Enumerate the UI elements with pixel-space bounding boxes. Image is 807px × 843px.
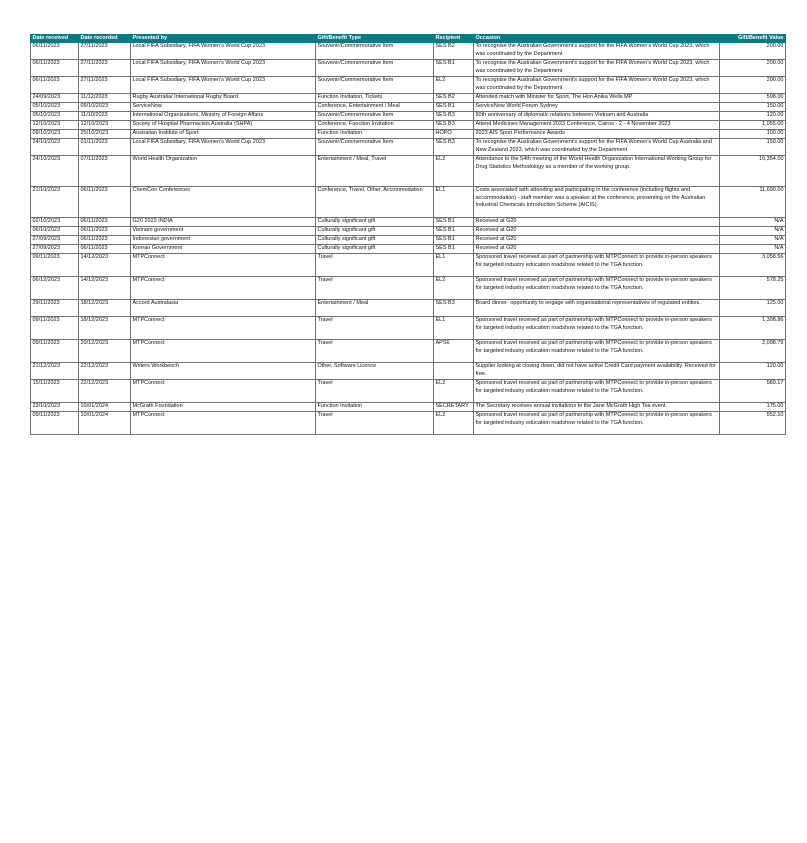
occasion-cell: To recognise the Australian Government's support for the FIFA Women's World Cup Australia and New Zealand 2023, which was coordinated by the Department bbox=[474, 139, 720, 156]
occasion-cell: To recognise the Australian Government's support for the FIFA Women's World Cup 2023, which was coordinated by the Department bbox=[474, 77, 720, 94]
recipient-cell: SES B1 bbox=[434, 60, 474, 77]
date-recorded-cell: 07/11/2023 bbox=[79, 156, 131, 187]
date-recorded-cell: 14/12/2023 bbox=[79, 254, 131, 277]
date-received-cell: 12/10/2023 bbox=[31, 121, 79, 130]
date-recorded-cell: 20/12/2023 bbox=[79, 340, 131, 363]
date-recorded-cell: 12/10/2023 bbox=[79, 121, 131, 130]
value-cell: 3,058.56 bbox=[720, 254, 786, 277]
date-recorded-cell: 11/12/2023 bbox=[79, 94, 131, 103]
type-cell: Function Invitation, Tickets bbox=[316, 94, 434, 103]
date-received-cell: 06/11/2023 bbox=[31, 77, 79, 94]
presented-by-cell: MTPConnect bbox=[131, 380, 316, 403]
occasion-cell: 50th anniversary of diplomatic relations between Vietnam and Australia bbox=[474, 112, 720, 121]
presented-by-cell: Writers Workbench bbox=[131, 363, 316, 380]
table-row bbox=[31, 130, 786, 139]
occasion-cell: Received at G20 bbox=[474, 245, 720, 254]
presented-by-cell: MTPConnect bbox=[131, 317, 316, 340]
date-recorded-cell: 11/10/2023 bbox=[79, 112, 131, 121]
table-row bbox=[31, 121, 786, 130]
type-cell: Souvenir/Commemorative Item bbox=[316, 60, 434, 77]
value-cell: 120.00 bbox=[720, 112, 786, 121]
table-row bbox=[31, 277, 786, 300]
date-recorded-cell: 09/10/2023 bbox=[79, 103, 131, 112]
date-received-cell: 06/10/2023 bbox=[31, 227, 79, 236]
date-received-cell: 21/12/2023 bbox=[31, 363, 79, 380]
table-row bbox=[31, 236, 786, 245]
type-cell: Other, Software Licence bbox=[316, 363, 434, 380]
occasion-cell: Sponsored travel received as part of partnership with MTPConnect to provide in-person speakers for targeted industry education roadshow related to the TGA function. bbox=[474, 317, 720, 340]
presented-by-cell: Local FIFA Subsidiary, FIFA Women's World Cup 2023 bbox=[131, 60, 316, 77]
date-recorded-cell: 14/12/2023 bbox=[79, 277, 131, 300]
table-row bbox=[31, 363, 786, 380]
gifts-table bbox=[30, 34, 786, 435]
date-received-cell: 24/09/2023 bbox=[31, 94, 79, 103]
recipient-cell: SES B1 bbox=[434, 245, 474, 254]
recipient-cell: SES B3 bbox=[434, 139, 474, 156]
table-row bbox=[31, 112, 786, 121]
col-header-presented-by: Presented by bbox=[131, 35, 316, 43]
presented-by-cell: MTPConnect bbox=[131, 412, 316, 435]
occasion-cell: Sponsored travel received as part of partnership with MTPConnect to provide in-person speakers for targeted industry education roadshow related to the TGA function. bbox=[474, 412, 720, 435]
recipient-cell: SES B2 bbox=[434, 94, 474, 103]
date-received-cell: 09/11/2023 bbox=[31, 254, 79, 277]
presented-by-cell: Australian Institute of Sport bbox=[131, 130, 316, 139]
date-received-cell: 09/11/2023 bbox=[31, 317, 79, 340]
occasion-cell: ServiceNow World Forum Sydney bbox=[474, 103, 720, 112]
value-cell: 120.00 bbox=[720, 363, 786, 380]
occasion-cell: Sponsored travel received as part of partnership with MTPConnect to provide in-person speakers for targeted industry education roadshow related to the TGA function. bbox=[474, 380, 720, 403]
value-cell: 200.00 bbox=[720, 60, 786, 77]
date-received-cell: 24/10/2023 bbox=[31, 139, 79, 156]
value-cell: 1,308.86 bbox=[720, 317, 786, 340]
date-received-cell: 15/11/2023 bbox=[31, 380, 79, 403]
type-cell: Entertainment / Meal, Travel bbox=[316, 156, 434, 187]
col-header-type: Gift/Benefit Type bbox=[316, 35, 434, 43]
presented-by-cell: Local FIFA Subsidiary, FIFA Women's World Cup 2023 bbox=[131, 77, 316, 94]
value-cell: 11,690.00 bbox=[720, 187, 786, 218]
type-cell: Culturally significant gift bbox=[316, 236, 434, 245]
value-cell: 150.00 bbox=[720, 139, 786, 156]
value-cell: 2,098.79 bbox=[720, 340, 786, 363]
recipient-cell: SES B1 bbox=[434, 103, 474, 112]
col-header-recipient: Recipient bbox=[434, 35, 474, 43]
date-received-cell: 29/11/2023 bbox=[31, 300, 79, 317]
date-received-cell: 21/10/2023 bbox=[31, 187, 79, 218]
date-received-cell: 27/09/2023 bbox=[31, 236, 79, 245]
table-row bbox=[31, 254, 786, 277]
type-cell: Travel bbox=[316, 317, 434, 340]
header-row bbox=[31, 35, 786, 43]
date-recorded-cell: 06/11/2023 bbox=[79, 236, 131, 245]
date-received-cell: 06/11/2023 bbox=[31, 43, 79, 60]
table-row bbox=[31, 380, 786, 403]
date-received-cell: 02/10/2023 bbox=[31, 218, 79, 227]
type-cell: Travel bbox=[316, 340, 434, 363]
value-cell: 150.00 bbox=[720, 103, 786, 112]
occasion-cell: Sponsored travel received as part of partnership with MTPConnect to provide in-person speakers for targeted industry education roadshow related to the TGA function. bbox=[474, 340, 720, 363]
date-recorded-cell: 25/10/2023 bbox=[79, 130, 131, 139]
date-received-cell: 06/11/2023 bbox=[31, 60, 79, 77]
date-received-cell: 23/10/2023 bbox=[31, 403, 79, 412]
value-cell: N/A bbox=[720, 236, 786, 245]
type-cell: Conference, Travel, Other, Accommodation bbox=[316, 187, 434, 218]
date-recorded-cell: 18/12/2023 bbox=[79, 317, 131, 340]
value-cell: N/A bbox=[720, 245, 786, 254]
table-row bbox=[31, 412, 786, 435]
type-cell: Culturally significant gift bbox=[316, 218, 434, 227]
occasion-cell: The Secretary receives annual invitations to the Jane McGrath High Tea event. bbox=[474, 403, 720, 412]
col-header-date-received: Date received bbox=[31, 35, 79, 43]
presented-by-cell: G20 2023 INDIA bbox=[131, 218, 316, 227]
value-cell: 1,055.00 bbox=[720, 121, 786, 130]
value-cell: 200.00 bbox=[720, 77, 786, 94]
recipient-cell: SECRETARY bbox=[434, 403, 474, 412]
value-cell: 552.10 bbox=[720, 412, 786, 435]
col-header-date-recorded: Date recorded bbox=[79, 35, 131, 43]
occasion-cell: Board dinner- opportunity to engage with organisational representatives of regulated entities. bbox=[474, 300, 720, 317]
col-header-value: Gift/Benefit Value bbox=[720, 35, 786, 43]
presented-by-cell: ChemCon Conferences bbox=[131, 187, 316, 218]
type-cell: Culturally significant gift bbox=[316, 245, 434, 254]
recipient-cell: EL2 bbox=[434, 412, 474, 435]
occasion-cell: Attended match with Minister for Sport, The Hon Anika Wells MP bbox=[474, 94, 720, 103]
recipient-cell: SES B3 bbox=[434, 300, 474, 317]
occasion-cell: Received at G20 bbox=[474, 227, 720, 236]
type-cell: Travel bbox=[316, 380, 434, 403]
table-row bbox=[31, 94, 786, 103]
type-cell: Souvenir/Commemorative Item bbox=[316, 139, 434, 156]
table-row bbox=[31, 340, 786, 363]
presented-by-cell: ServiceNow bbox=[131, 103, 316, 112]
occasion-cell: Received at G20 bbox=[474, 218, 720, 227]
recipient-cell: SES B1 bbox=[434, 218, 474, 227]
table-row bbox=[31, 156, 786, 187]
occasion-cell: Attendance to the 54th meeting of the World Health Organization International Working Group for Drug Statistics Methodology as a member of the working group. bbox=[474, 156, 720, 187]
recipient-cell: SES B3 bbox=[434, 112, 474, 121]
table-row bbox=[31, 103, 786, 112]
date-recorded-cell: 27/11/2023 bbox=[79, 77, 131, 94]
type-cell: Entertainment / Meal bbox=[316, 300, 434, 317]
presented-by-cell: McGrath Foundation bbox=[131, 403, 316, 412]
value-cell: N/A bbox=[720, 227, 786, 236]
date-recorded-cell: 18/12/2023 bbox=[79, 300, 131, 317]
date-recorded-cell: 06/11/2023 bbox=[79, 187, 131, 218]
type-cell: Conference, Entertainment / Meal bbox=[316, 103, 434, 112]
gifts-benefits-register bbox=[30, 34, 785, 435]
table-row bbox=[31, 187, 786, 218]
presented-by-cell: Accord Australasia bbox=[131, 300, 316, 317]
presented-by-cell: MTPConnect bbox=[131, 277, 316, 300]
date-received-cell: 24/10/2023 bbox=[31, 156, 79, 187]
occasion-cell: Attend Medicines Management 2023 Conference, Cairns - 2 - 4 November 2023 bbox=[474, 121, 720, 130]
value-cell: 589.17 bbox=[720, 380, 786, 403]
recipient-cell: EL2 bbox=[434, 380, 474, 403]
table-row bbox=[31, 60, 786, 77]
table-row bbox=[31, 403, 786, 412]
presented-by-cell: Korean Government bbox=[131, 245, 316, 254]
presented-by-cell: MTPConnect bbox=[131, 340, 316, 363]
type-cell: Culturally significant gift bbox=[316, 227, 434, 236]
recipient-cell: HOPO bbox=[434, 130, 474, 139]
presented-by-cell: MTPConnect bbox=[131, 254, 316, 277]
occasion-cell: Costs associated with attending and participating in the conference (including flights and accommodation) - staff member was a speaker at the conference, presenting on the Australian Industrial Chemicals Introduction Scheme (AICIS). bbox=[474, 187, 720, 218]
date-received-cell: 06/12/2023 bbox=[31, 277, 79, 300]
table-row bbox=[31, 77, 786, 94]
type-cell: Conference, Function Invitation bbox=[316, 121, 434, 130]
date-received-cell: 05/10/2023 bbox=[31, 112, 79, 121]
date-received-cell: 05/10/2023 bbox=[31, 103, 79, 112]
recipient-cell: SES B2 bbox=[434, 43, 474, 60]
recipient-cell: EL1 bbox=[434, 254, 474, 277]
presented-by-cell: World Health Organization bbox=[131, 156, 316, 187]
value-cell: 175.00 bbox=[720, 403, 786, 412]
date-recorded-cell: 27/11/2023 bbox=[79, 60, 131, 77]
recipient-cell: SES B3 bbox=[434, 121, 474, 130]
table-row bbox=[31, 317, 786, 340]
presented-by-cell: Indonesian government bbox=[131, 236, 316, 245]
recipient-cell: EL1 bbox=[434, 317, 474, 340]
date-recorded-cell: 22/12/2023 bbox=[79, 363, 131, 380]
presented-by-cell: Vietnam government bbox=[131, 227, 316, 236]
date-recorded-cell: 27/11/2023 bbox=[79, 43, 131, 60]
type-cell: Function Invitation bbox=[316, 130, 434, 139]
occasion-cell: Sponsored travel received as part of partnership with MTPConnect to provide in-person speakers for targeted industry education roadshow related to the TGA function. bbox=[474, 254, 720, 277]
type-cell: Travel bbox=[316, 254, 434, 277]
presented-by-cell: Society of Hospital Pharmacists Australia (SHPA) bbox=[131, 121, 316, 130]
recipient-cell: SES B1 bbox=[434, 236, 474, 245]
col-header-occasion: Occasion bbox=[474, 35, 720, 43]
type-cell: Souvenir/Commemorative Item bbox=[316, 43, 434, 60]
presented-by-cell: Rugby Australia/ International Rugby Board bbox=[131, 94, 316, 103]
type-cell: Souvenir/Commemorative Item bbox=[316, 112, 434, 121]
occasion-cell: To recognise the Australian Government's support for the FIFA Women's World Cup 2023, which was coordinated by the Department bbox=[474, 60, 720, 77]
type-cell: Function Invitation bbox=[316, 403, 434, 412]
date-recorded-cell: 06/11/2023 bbox=[79, 218, 131, 227]
value-cell: 578.25 bbox=[720, 277, 786, 300]
date-recorded-cell: 06/11/2023 bbox=[79, 227, 131, 236]
value-cell: 16,354.00 bbox=[720, 156, 786, 187]
date-received-cell: 09/11/2023 bbox=[31, 340, 79, 363]
recipient-cell: EL2 bbox=[434, 77, 474, 94]
table-body bbox=[31, 43, 786, 435]
recipient-cell: SES B1 bbox=[434, 227, 474, 236]
table-row bbox=[31, 139, 786, 156]
date-received-cell: 27/09/2023 bbox=[31, 245, 79, 254]
recipient-cell: APS6 bbox=[434, 340, 474, 363]
date-recorded-cell: 10/01/2024 bbox=[79, 403, 131, 412]
date-recorded-cell: 01/11/2023 bbox=[79, 139, 131, 156]
table-row bbox=[31, 245, 786, 254]
date-recorded-cell: 22/12/2023 bbox=[79, 380, 131, 403]
presented-by-cell: Local FIFA Subsidiary, FIFA Women's World Cup 2023 bbox=[131, 139, 316, 156]
recipient-cell bbox=[434, 363, 474, 380]
type-cell: Travel bbox=[316, 412, 434, 435]
recipient-cell: EL2 bbox=[434, 277, 474, 300]
value-cell: 125.00 bbox=[720, 300, 786, 317]
occasion-cell: Supplier looking at closing down, did not have active Credit Card payment availability. Received for free. bbox=[474, 363, 720, 380]
presented-by-cell: Local FIFA Subsidiary, FIFA Women's World Cup 2023 bbox=[131, 43, 316, 60]
presented-by-cell: International Organizations, Ministry of Foreign Affairs bbox=[131, 112, 316, 121]
occasion-cell: To recognise the Australian Government's support for the FIFA Women's World Cup 2023, which was coordinated by the Department bbox=[474, 43, 720, 60]
type-cell: Travel bbox=[316, 277, 434, 300]
recipient-cell: EL1 bbox=[434, 187, 474, 218]
date-received-cell: 09/11/2023 bbox=[31, 412, 79, 435]
date-recorded-cell: 10/01/2024 bbox=[79, 412, 131, 435]
table-row bbox=[31, 227, 786, 236]
value-cell: 598.00 bbox=[720, 94, 786, 103]
table-row bbox=[31, 300, 786, 317]
recipient-cell: EL2 bbox=[434, 156, 474, 187]
date-recorded-cell: 06/11/2023 bbox=[79, 245, 131, 254]
occasion-cell: Received at G20 bbox=[474, 236, 720, 245]
occasion-cell: 2023 AIS Sport Performance Awards bbox=[474, 130, 720, 139]
table-row bbox=[31, 43, 786, 60]
table-row bbox=[31, 218, 786, 227]
date-received-cell: 09/10/2023 bbox=[31, 130, 79, 139]
value-cell: 100.00 bbox=[720, 130, 786, 139]
value-cell: N/A bbox=[720, 218, 786, 227]
occasion-cell: Sponsored travel received as part of partnership with MTPConnect to provide in-person speakers for targeted industry education roadshow related to the TGA function. bbox=[474, 277, 720, 300]
type-cell: Souvenir/Commemorative Item bbox=[316, 77, 434, 94]
value-cell: 200.00 bbox=[720, 43, 786, 60]
